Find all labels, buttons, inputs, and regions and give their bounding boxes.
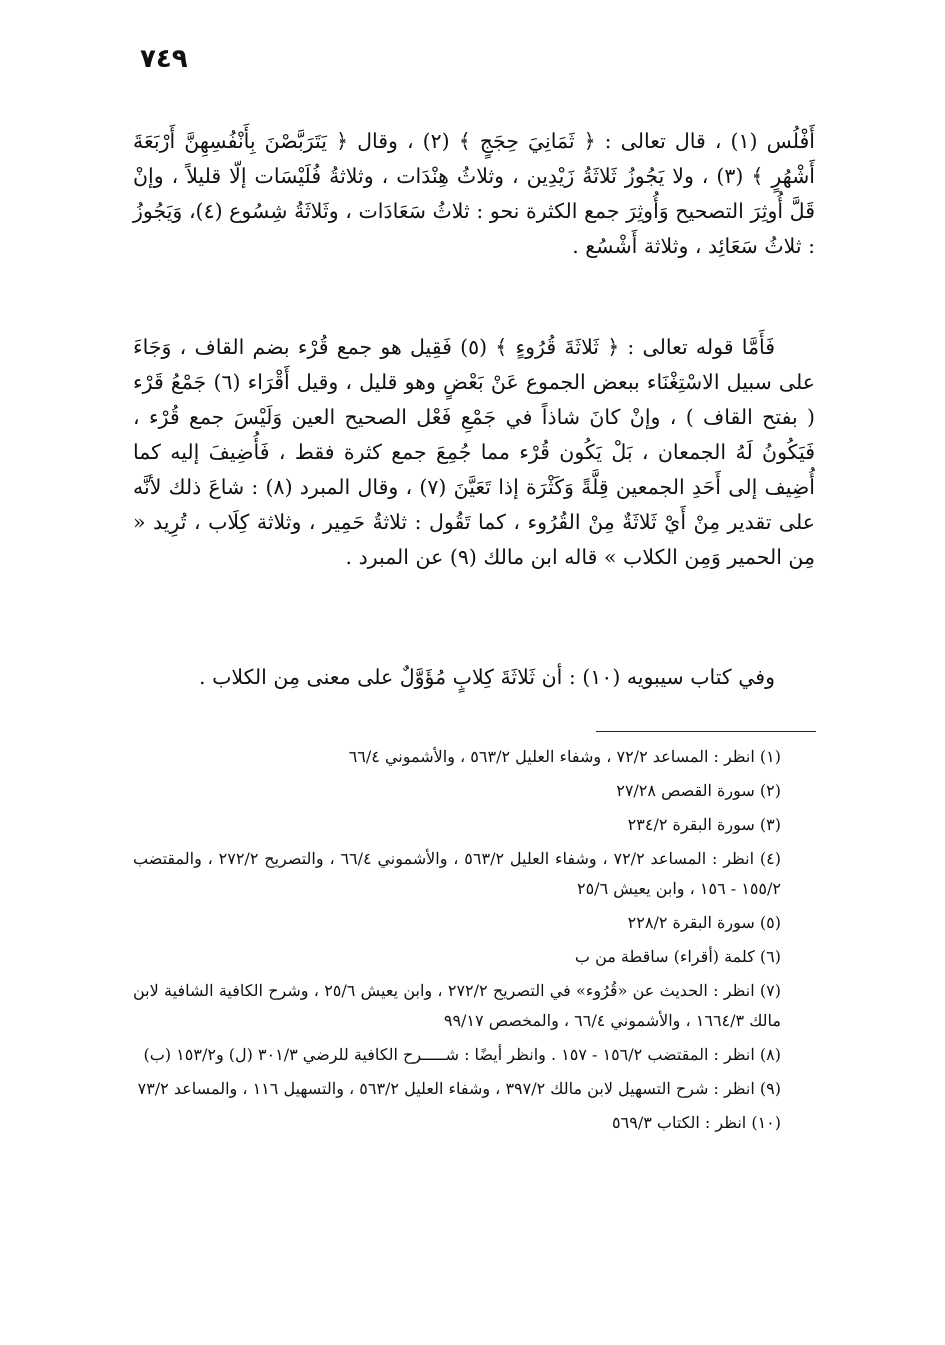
page-number: ٧٤٩ bbox=[140, 44, 188, 74]
footnote-3: (٣) سورة البقرة ٢٣٤/٢ bbox=[627, 815, 781, 834]
paragraph-text: أَفْلُس (١) ، قال تعالى : ﴿ ثَمَانِيَ حِجَجٍ ﴾ (٢) ، وقال ﴿ يَتَرَبَّصْنَ بِأَنْفُسِهِنَّ أَرْبَعَةَ أَشْهُرٍ ﴾ (٣) ، ولا يَجُوزُ ثَلاثَةُ زَيْدِين ، وثلاثُ هِنْدَات ، وثلاثةُ فُلَيْسَات إلّا قليلاً ، وإنْ قَلَّ أُوثِرَ التصحيح وَأُوثِرَ جمع الكثرة نحو : ثلاثُ سَعَادَات ، وثَلاثَةُ شِسُوع (٤)، وَيَجُوزُ : ثلاثُ سَعَائِد ، وثلاثة أَشْسُع . bbox=[133, 129, 815, 258]
footnote-1: (١) انظر : المساعد ٧٢/٢ ، وشفاء العليل ٥٦٣/٢ ، والأشموني ٦٦/٤ bbox=[348, 747, 781, 766]
footnote-7: (٧) انظر : الحديث عن «قُرُوء» في التصريح ٢٧٢/٢ ، وابن يعيش ٢٥/٦ ، وشرح الكافية الشافية لابن مالك ١٦٦٤/٣ ، والأشموني ٦٦/٤ ، والمخصص ٩٩/١٧ bbox=[133, 981, 781, 1030]
body-paragraph-2 bbox=[133, 330, 815, 575]
body-paragraph-3 bbox=[133, 660, 815, 695]
footnote-8: (٨) انظر : المقتضب ١٥٦/٢ - ١٥٧ . وانظر أيضًا : شـــــرح الكافية للرضي ٣٠١/٣ (ل) و١٥٣/٢ (ب) bbox=[143, 1045, 781, 1064]
body-paragraph-1 bbox=[133, 124, 815, 264]
footnote-divider bbox=[596, 731, 816, 732]
footnote-5: (٥) سورة البقرة ٢٢٨/٢ bbox=[627, 913, 781, 932]
footnotes-section bbox=[133, 742, 815, 1142]
footnote-2: (٢) سورة القصص ٢٧/٢٨ bbox=[616, 781, 781, 800]
footnote-4: (٤) انظر : المساعد ٧٢/٢ ، وشفاء العليل ٥٦٣/٢ ، والأشموني ٦٦/٤ ، والتصريح ٢٧٢/٢ ، والمقتضب ١٥٥/٢ - ١٥٦ ، وابن يعيش ٢٥/٦ bbox=[133, 849, 781, 898]
footnote-10: (١٠) انظر : الكتاب ٥٦٩/٣ bbox=[612, 1113, 781, 1132]
footnote-6: (٦) كلمة (أقراء) ساقطة من ب bbox=[574, 947, 781, 966]
footnote-9: (٩) انظر : شرح التسهيل لابن مالك ٣٩٧/٢ ، وشفاء العليل ٥٦٣/٢ ، والتسهيل ١١٦ ، والمساعد ٧٣/٢ bbox=[137, 1079, 781, 1098]
paragraph-text: فَأَمَّا قوله تعالى : ﴿ ثَلاثَةَ قُرُوءٍ ﴾ (٥) فَقِيل هو جمع قُرْء بضم القاف ، وَجَاءَ على سبيل الاسْتِغْنَاء ببعض الجموع عَنْ بَعْضٍ وهو قليل ، وقيل أَقْرَاء (٦) جَمْعُ قَرْء ( بفتح القاف ) ، وإنْ كانَ شاذاً في جَمْعِ فَعْل الصحيح العين وَلَيْسَ جمع قُرْء ، فَيَكُونُ لَهُ الجمعان ، بَلْ يَكُون قُرْء مما جُمِعَ جمع كثرة فقط ، فَأُضِيفَ إليه كما أُضِيف إلى أَحَدِ الجمعين قِلَّةً وَكَثْرَة إذا تَعَيَّنَ (٧) ، وقال المبرد (٨) : شاعَ ذلك لأنَّه على تقدير مِنْ أَيْ ثَلاثَةٌ مِنْ القُرُوء ، كما تَقُول : ثلاثةُ حَمِير ، وثلاثة كِلَاب ، تُرِيد « مِن الحمير وَمِن الكلاب » قاله ابن مالك (٩) عن المبرد . bbox=[133, 335, 816, 569]
paragraph-text: وفي كتاب سيبويه (١٠) : أن ثَلاثَةَ كِلابٍ مُؤَوَّلٌ على معنى مِن الكلاب . bbox=[199, 665, 775, 689]
